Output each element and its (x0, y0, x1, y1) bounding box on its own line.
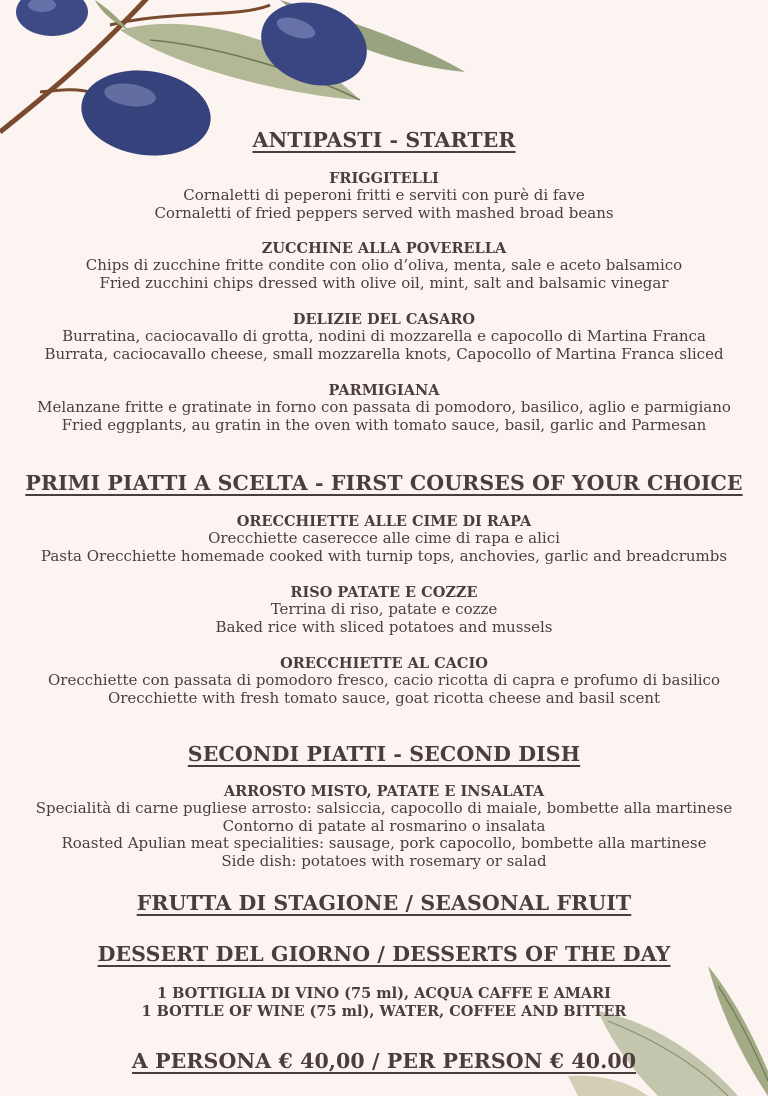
dish-description-it: Orecchiette con passata di pomodoro fresco, cacio ricotta di capra e profumo di basilico (47, 671, 720, 689)
dish-name: PARMIGIANA (328, 382, 440, 399)
dish-name: DELIZIE DEL CASARO (292, 311, 476, 328)
dish-description-en: Baked rice with sliced potatoes and mussels (215, 617, 553, 636)
dish-name: ORECCHIETTE ALLE CIME DI RAPA (236, 513, 532, 530)
section-title-antipasti: ANTIPASTI - STARTER (252, 128, 516, 152)
dish-description-it: Orecchiette caserecce alle cime di rapa e alici (208, 529, 560, 547)
dish-description-it: Burratina, caciocavallo di grotta, nodini di mozzarella e capocollo di Martina Franca (62, 327, 706, 345)
section-title-dessert: DESSERT DEL GIORNO / DESSERTS OF THE DAY (97, 942, 671, 966)
dish-friggitelli (0, 170, 768, 222)
extras-line-it: 1 BOTTIGLIA DI VINO (75 ml), ACQUA CAFFE E AMARI (157, 985, 611, 1002)
dish-name: ORECCHIETTE AL CACIO (280, 655, 488, 672)
section-title-secondi: SECONDI PIATTI - SECOND DISH (187, 742, 581, 766)
dish-description-line: Contorno di patate al rosmarino o insalata (222, 816, 546, 835)
dish-description-en: Burrata, caciocavallo cheese, small mozzarella knots, Capocollo of Martina Franca sliced (44, 344, 724, 363)
dish-description-en: Fried zucchini chips dressed with olive oil, mint, salt and balsamic vinegar (99, 273, 669, 292)
dish-description-it: Terrina di riso, patate e cozze (270, 600, 498, 618)
dish-name: FRIGGITELLI (329, 170, 439, 187)
dish-zucchine (0, 240, 768, 292)
dish-description-it: Melanzane fritte e gratinate in forno con passata di pomodoro, basilico, aglio e parmigiano (37, 398, 731, 416)
extras-line-en: 1 BOTTLE OF WINE (75 ml), WATER, COFFEE AND BITTER (141, 1002, 627, 1020)
dish-description-en: Pasta Orecchiette homemade cooked with turnip tops, anchovies, garlic and breadcrumbs (40, 546, 728, 565)
dish-description-en: Fried eggplants, au gratin in the oven with tomato sauce, basil, garlic and Parmesan (61, 415, 707, 434)
dish-name: ARROSTO MISTO, PATATE E INSALATA (223, 783, 545, 800)
dish-name: ZUCCHINE ALLA POVERELLA (261, 240, 507, 257)
price: A PERSONA € 40,00 / PER PERSON € 40.00 (131, 1049, 637, 1073)
dish-description-line: Roasted Apulian meat specialities: sausage, pork capocollo, bombette alla martinese (61, 834, 707, 853)
dish-riso-patate-cozze (0, 584, 768, 636)
dish-arrosto-misto (0, 783, 768, 870)
section-title-frutta: FRUTTA DI STAGIONE / SEASONAL FRUIT (136, 891, 632, 915)
dish-orecchiette-cime-di-rapa (0, 513, 768, 565)
dish-delizie (0, 311, 768, 363)
extras-info (0, 985, 768, 1020)
dish-orecchiette-cacio (0, 655, 768, 707)
dish-description-it: Chips di zucchine fritte condite con olio d’oliva, menta, sale e aceto balsamico (85, 256, 683, 274)
dish-description-en: Orecchiette with fresh tomato sauce, goat ricotta cheese and basil scent (107, 688, 661, 707)
dish-description-line: Side dish: potatoes with rosemary or salad (221, 851, 547, 870)
dish-name: RISO PATATE E COZZE (290, 584, 478, 601)
dish-parmigiana (0, 382, 768, 434)
dish-description-it: Cornaletti di peperoni fritti e serviti con purè di fave (183, 186, 585, 204)
dish-description-line: Specialità di carne pugliese arrosto: salsiccia, capocollo di maiale, bombette alla martinese (35, 799, 733, 817)
dish-description-en: Cornaletti of fried peppers served with mashed broad beans (154, 203, 614, 222)
section-title-primi: PRIMI PIATTI A SCELTA - FIRST COURSES OF YOUR CHOICE (25, 471, 743, 495)
